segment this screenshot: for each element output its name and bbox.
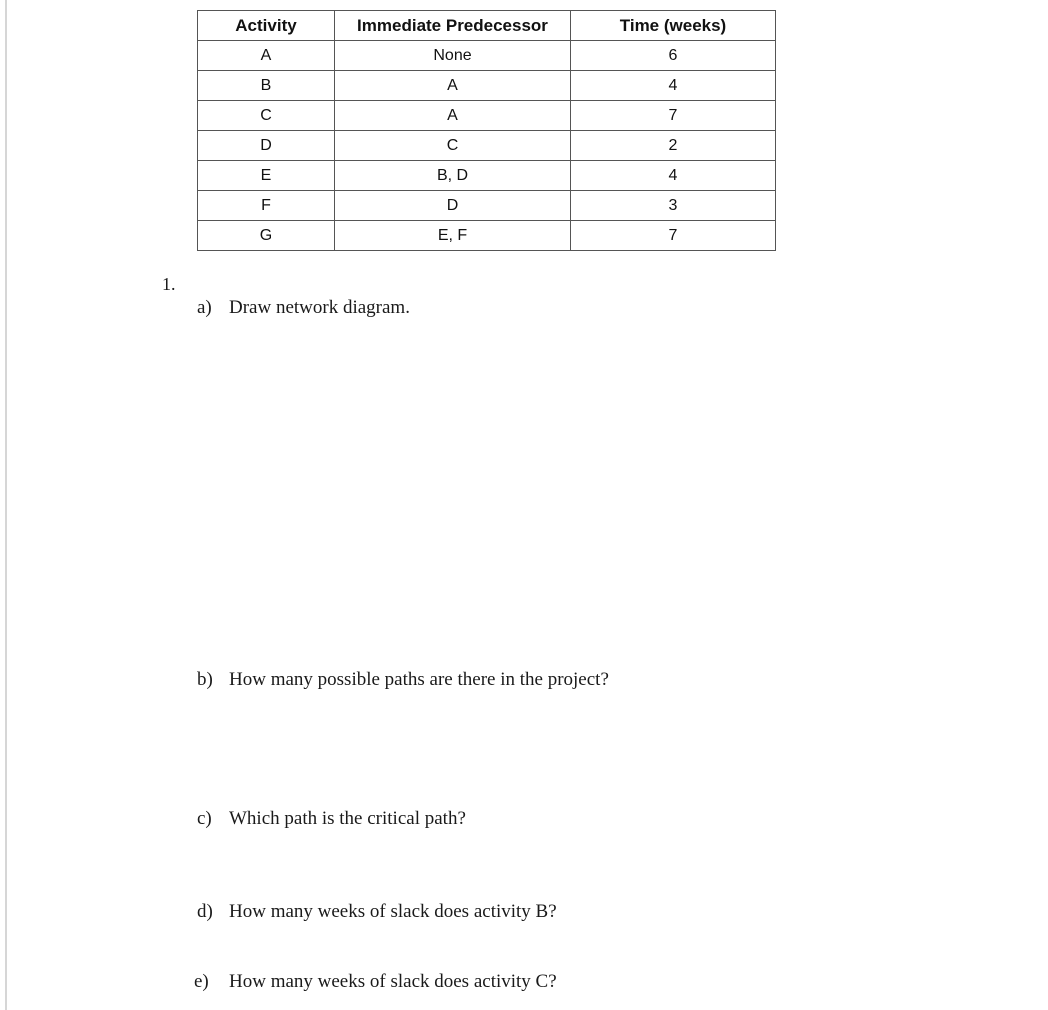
- page-left-border: [5, 0, 7, 1010]
- table-row: [198, 131, 776, 161]
- question-c: [197, 808, 466, 830]
- cell-activity: G: [198, 221, 335, 251]
- header-time-weeks: Time (weeks): [571, 11, 776, 41]
- table-row: [198, 191, 776, 221]
- question-text: Draw network diagram.: [229, 297, 410, 318]
- cell-time: 4: [571, 71, 776, 101]
- table-row: [198, 41, 776, 71]
- cell-activity: A: [198, 41, 335, 71]
- table-row: [198, 101, 776, 131]
- table-row: [198, 161, 776, 191]
- header-activity: Activity: [198, 11, 335, 41]
- cell-predecessor: A: [335, 71, 571, 101]
- table-row: [198, 221, 776, 251]
- question-text: How many weeks of slack does activity B?: [229, 901, 557, 922]
- activity-table: [197, 10, 776, 251]
- cell-activity: B: [198, 71, 335, 101]
- question-text: How many weeks of slack does activity C?: [229, 971, 557, 992]
- problem-number: 1.: [162, 274, 176, 294]
- cell-activity: E: [198, 161, 335, 191]
- question-label: a): [197, 297, 212, 318]
- question-label: c): [197, 808, 212, 829]
- question-label: e): [194, 971, 209, 992]
- cell-time: 3: [571, 191, 776, 221]
- cell-predecessor: E, F: [335, 221, 571, 251]
- question-a: [197, 297, 410, 319]
- table-row: [198, 71, 776, 101]
- cell-activity: C: [198, 101, 335, 131]
- cell-predecessor: C: [335, 131, 571, 161]
- cell-predecessor: None: [335, 41, 571, 71]
- question-d: [197, 901, 557, 923]
- cell-activity: D: [198, 131, 335, 161]
- cell-time: 6: [571, 41, 776, 71]
- cell-predecessor: B, D: [335, 161, 571, 191]
- cell-predecessor: D: [335, 191, 571, 221]
- cell-time: 7: [571, 101, 776, 131]
- cell-activity: F: [198, 191, 335, 221]
- question-e: [194, 971, 557, 993]
- cell-time: 7: [571, 221, 776, 251]
- cell-predecessor: A: [335, 101, 571, 131]
- question-label: b): [197, 669, 213, 690]
- cell-time: 4: [571, 161, 776, 191]
- header-immediate-predecessor: Immediate Predecessor: [335, 11, 571, 41]
- question-text: Which path is the critical path?: [229, 808, 466, 829]
- cell-time: 2: [571, 131, 776, 161]
- table-header-row: [198, 11, 776, 41]
- question-label: d): [197, 901, 213, 922]
- question-text: How many possible paths are there in the project?: [229, 669, 609, 690]
- question-b: [197, 669, 609, 691]
